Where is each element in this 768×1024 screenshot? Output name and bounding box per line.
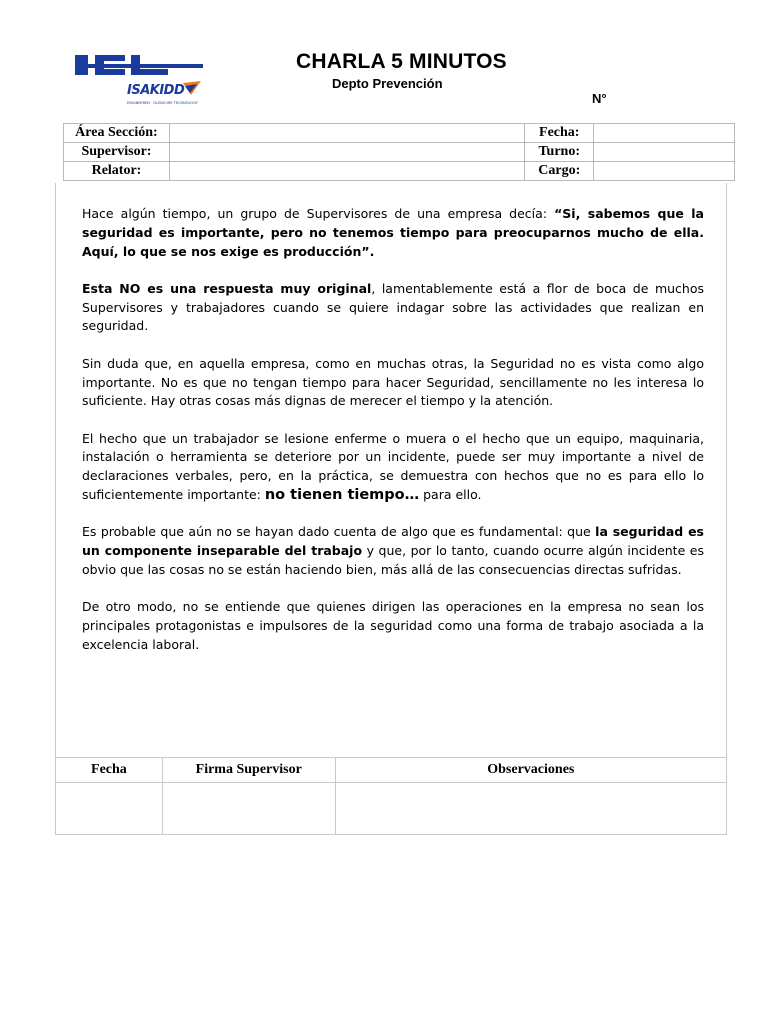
turno-label: Turno: — [525, 143, 594, 162]
cargo-label: Cargo: — [525, 162, 594, 181]
paragraph-5-text: Es probable que aún no se hayan dado cuenta de algo que es fundamental: que — [82, 524, 596, 540]
info-row-supervisor — [64, 143, 735, 162]
document-number-label: N° — [592, 91, 607, 106]
fecha-entry-cell[interactable] — [56, 783, 163, 835]
paragraph-4-tail: para ello. — [419, 487, 482, 503]
department-subtitle: Depto Prevención — [332, 76, 443, 91]
observaciones-entry-cell[interactable] — [335, 783, 726, 835]
relator-label: Relator: — [64, 162, 170, 181]
signature-header-row — [56, 758, 727, 783]
paragraph-1-text: Hace algún tiempo, un grupo de Supervisores de una empresa decía: — [82, 206, 555, 221]
paragraph-6: De otro modo, no se entiende que quienes dirigen las operaciones en la empresa no sean los principales protagonistas e impulsores de la seguridad como una forma de trabajo asociada a la excelencia laboral. — [82, 599, 704, 652]
info-row-area — [64, 124, 735, 143]
paragraph-4-emphasis: no tienen tiempo… — [264, 487, 420, 504]
info-row-relator — [64, 162, 735, 181]
paragraph-5-emphasis: la seguridad es un componente inseparable del trabajo — [82, 524, 704, 559]
info-table — [63, 123, 735, 181]
area-label: Área Sección: — [64, 124, 170, 143]
paragraph-4-text: El hecho que un trabajador se lesione enferme o muera o el hecho que un equipo, maquinaria, instalación o herramienta se deteriore por un incidente, puede ser muy importante a nivel de declaraciones verbales, pero, en la práctica, se demuestra con hechos que no es para ello lo suficientemente importante: — [82, 430, 704, 503]
fecha-label: Fecha: — [525, 124, 594, 143]
icl-isakidd-logo — [73, 50, 203, 108]
signature-entry-row — [56, 783, 727, 835]
talk-content — [82, 205, 704, 673]
paragraph-4 — [82, 430, 704, 505]
paragraph-2 — [82, 280, 704, 336]
fecha-field[interactable] — [594, 124, 735, 143]
paragraph-1-quote: “Si, sabemos que la seguridad es importante, pero no tenemos tiempo para preocuparnos mucho de ella. Aquí, lo que se nos exige es producción”. — [82, 206, 704, 259]
firma-column-header: Firma Supervisor — [162, 758, 335, 783]
paragraph-1 — [82, 205, 704, 261]
document-title: CHARLA 5 MINUTOS — [296, 50, 507, 73]
supervisor-field[interactable] — [169, 143, 524, 162]
cargo-field[interactable] — [594, 162, 735, 181]
paragraph-5 — [82, 523, 704, 579]
firma-entry-cell[interactable] — [162, 783, 335, 835]
relator-field[interactable] — [169, 162, 524, 181]
svg-text:ISAKIDD: ISAKIDD — [127, 83, 185, 98]
turno-field[interactable] — [594, 143, 735, 162]
signature-table — [55, 757, 727, 835]
paragraph-2-emphasis: Esta NO es una respuesta muy original — [82, 280, 372, 296]
paragraph-5-tail: y que, por lo tanto, cuando ocurre algún incidente es obvio que las cosas no se están haciendo bien, más allá de las consecuencias directas sufridas. — [82, 543, 705, 577]
svg-text:ENGINEERED · GLENCORE TECHNOLO: ENGINEERED · GLENCORE TECHNOLOGY — [127, 101, 198, 105]
observaciones-column-header: Observaciones — [335, 758, 726, 783]
fecha-column-header: Fecha — [56, 758, 163, 783]
supervisor-label: Supervisor: — [64, 143, 170, 162]
area-field[interactable] — [169, 124, 524, 143]
paragraph-2-text: , lamentablemente está a flor de boca de muchos Supervisores y trabajadores cuando se quiere indagar sobre las actividades que realizan en seguridad. — [82, 280, 704, 334]
paragraph-3: Sin duda que, en aquella empresa, como en muchas otras, la Seguridad no es vista como algo importante. No es que no tengan tiempo para hacer Seguridad, sencillamente no les interesa lo suficiente. Hay otras cosas más dignas de merecer el tiempo y la atención. — [82, 355, 704, 409]
